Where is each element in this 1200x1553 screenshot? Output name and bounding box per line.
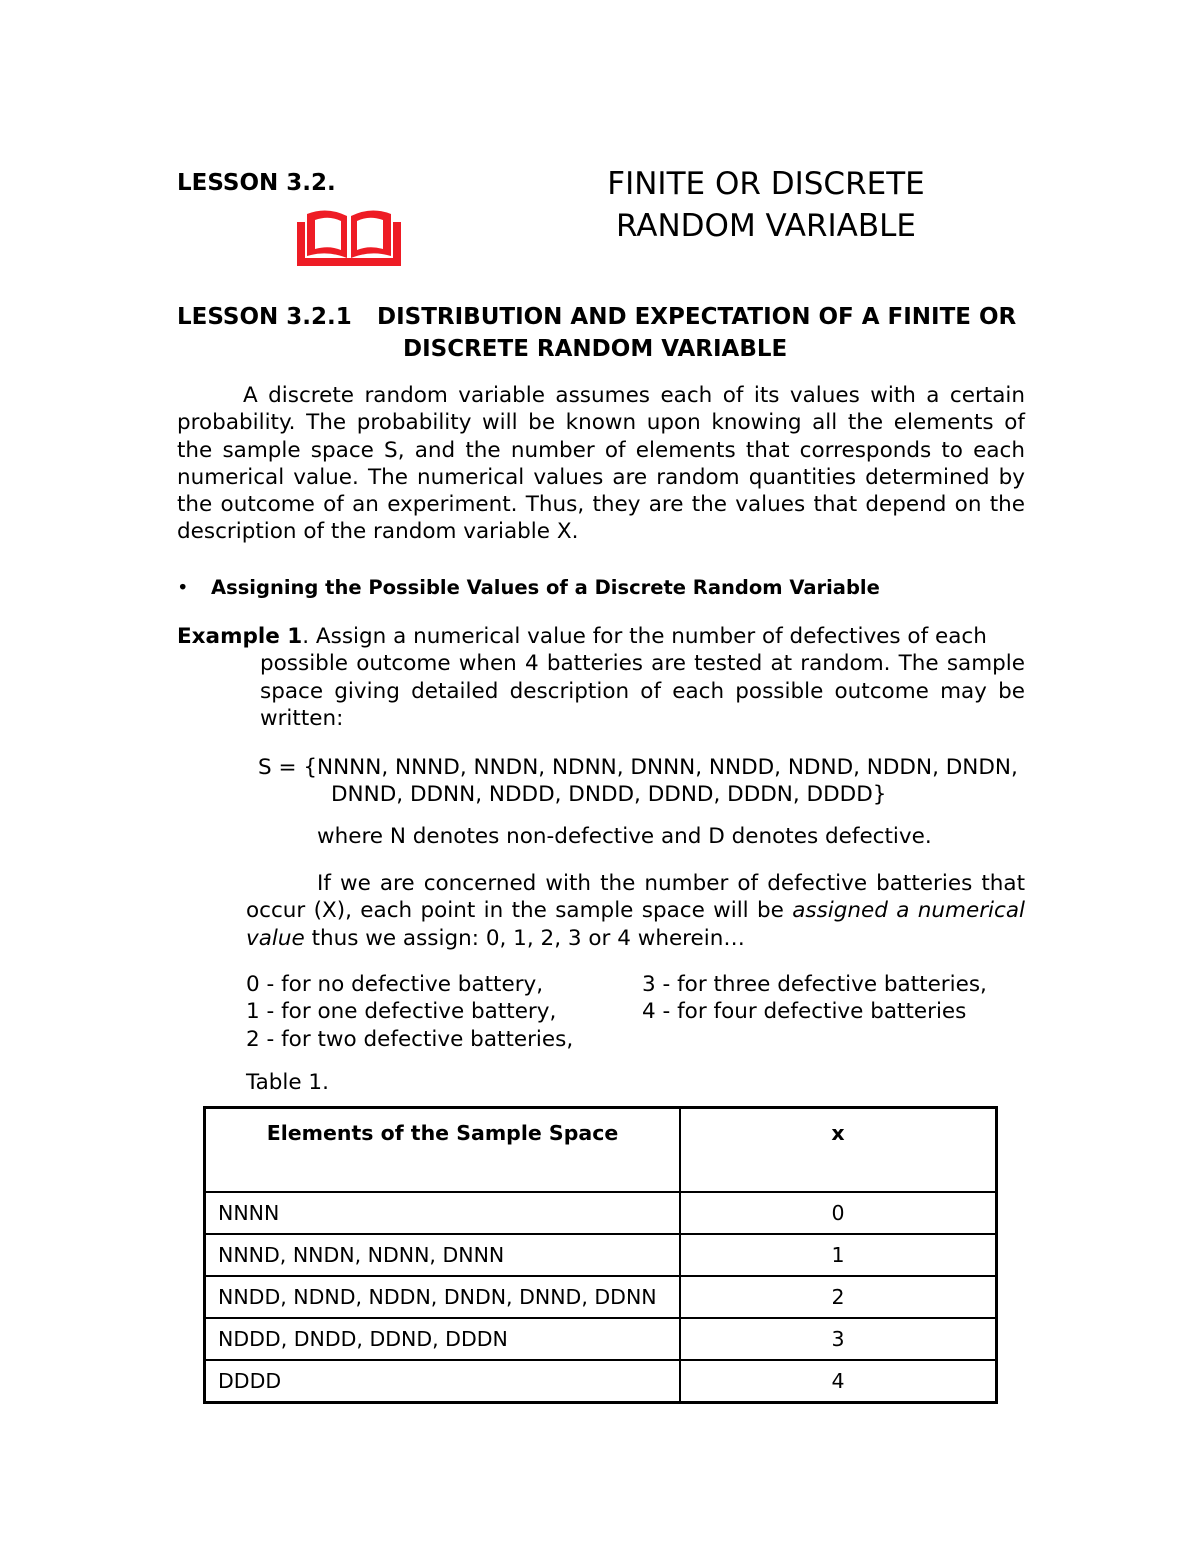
bullet-icon: • [177, 576, 189, 599]
sample-space-line-1: S = {NNNN, NNND, NNDN, NDNN, DNNN, NNDD, NDND, NDDN, DNDN, [258, 755, 1018, 780]
bullet-item [177, 576, 880, 599]
table-cell-x: 3 [680, 1318, 997, 1360]
table-cell-elements: NNDD, NDND, NDDN, DNDN, DNND, DDNN [205, 1276, 681, 1318]
sample-space-line-2: DNND, DDNN, NDDD, DNDD, DDND, DDDN, DDDD} [331, 782, 887, 807]
table-cell-elements: DDDD [205, 1360, 681, 1403]
table-header-row [205, 1108, 997, 1193]
section-heading [177, 304, 1016, 330]
table-header-x: x [680, 1108, 997, 1193]
where-note: where N denotes non-defective and D denotes defective. [317, 824, 932, 849]
table-cell-x: 2 [680, 1276, 997, 1318]
open-book-icon [297, 208, 401, 266]
values-list-left [246, 971, 573, 1053]
values-list-right [642, 971, 987, 1026]
example-paragraph [177, 623, 1025, 732]
section-title-line-2: DISCRETE RANDOM VARIABLE [403, 336, 788, 362]
value-item: 1 - for one defective battery, [246, 999, 557, 1025]
example-label: Example 1 [177, 624, 303, 649]
value-item: 0 - for no defective battery, [246, 972, 544, 997]
table-row [205, 1318, 997, 1360]
example-body: possible outcome when 4 batteries are tested at random. The sample space giving detailed description of each possible outcome may be written: [260, 651, 1025, 731]
assignment-paragraph [246, 870, 1025, 952]
table-row [205, 1234, 997, 1276]
table-cell-elements: NDDD, DNDD, DDND, DDDN [205, 1318, 681, 1360]
assignment-text-1: If we are concerned with the number of defective batteries that occur (X), each point in the sample space will be [246, 871, 1025, 924]
table-row [205, 1276, 997, 1318]
page-title [590, 163, 942, 247]
value-item: 4 - for four defective batteries [642, 999, 967, 1025]
sample-space-table [203, 1106, 998, 1404]
assignment-italic: assigned a numerical value [246, 898, 1025, 951]
title-line-2: RANDOM VARIABLE [616, 208, 916, 244]
section-title-line-1: DISTRIBUTION AND EXPECTATION OF A FINITE OR [377, 304, 1017, 330]
example-first-line: . Assign a numerical value for the number of defectives of each [302, 624, 987, 649]
table-cell-elements: NNND, NNDN, NDNN, DNNN [205, 1234, 681, 1276]
assignment-text-2: thus we assign: 0, 1, 2, 3 or 4 wherein… [304, 925, 745, 951]
table-row [205, 1192, 997, 1234]
table-cell-x: 4 [680, 1360, 997, 1403]
title-line-1: FINITE OR DISCRETE [607, 166, 925, 202]
section-number: LESSON 3.2.1 [177, 304, 352, 330]
value-item: 2 - for two defective batteries, [246, 1026, 574, 1052]
table-row [205, 1360, 997, 1403]
table-cell-elements: NNNN [205, 1192, 681, 1234]
bullet-text: Assigning the Possible Values of a Discrete Random Variable [211, 576, 880, 599]
value-item: 3 - for three defective batteries, [642, 972, 987, 997]
table-header-elements: Elements of the Sample Space [205, 1108, 681, 1193]
table-cell-x: 0 [680, 1192, 997, 1234]
lesson-label: LESSON 3.2. [177, 170, 336, 196]
table-cell-x: 1 [680, 1234, 997, 1276]
intro-paragraph: A discrete random variable assumes each of its values with a certain probability. The probability will be known upon knowing all the elements of the sample space S, and the number of elements that corresponds to each numerical value. The numerical values are random quantities determined by the outcome of an experiment. Thus, they are the values that depend on the description of the random variable X. [177, 383, 1025, 545]
table-caption: Table 1. [246, 1070, 329, 1095]
